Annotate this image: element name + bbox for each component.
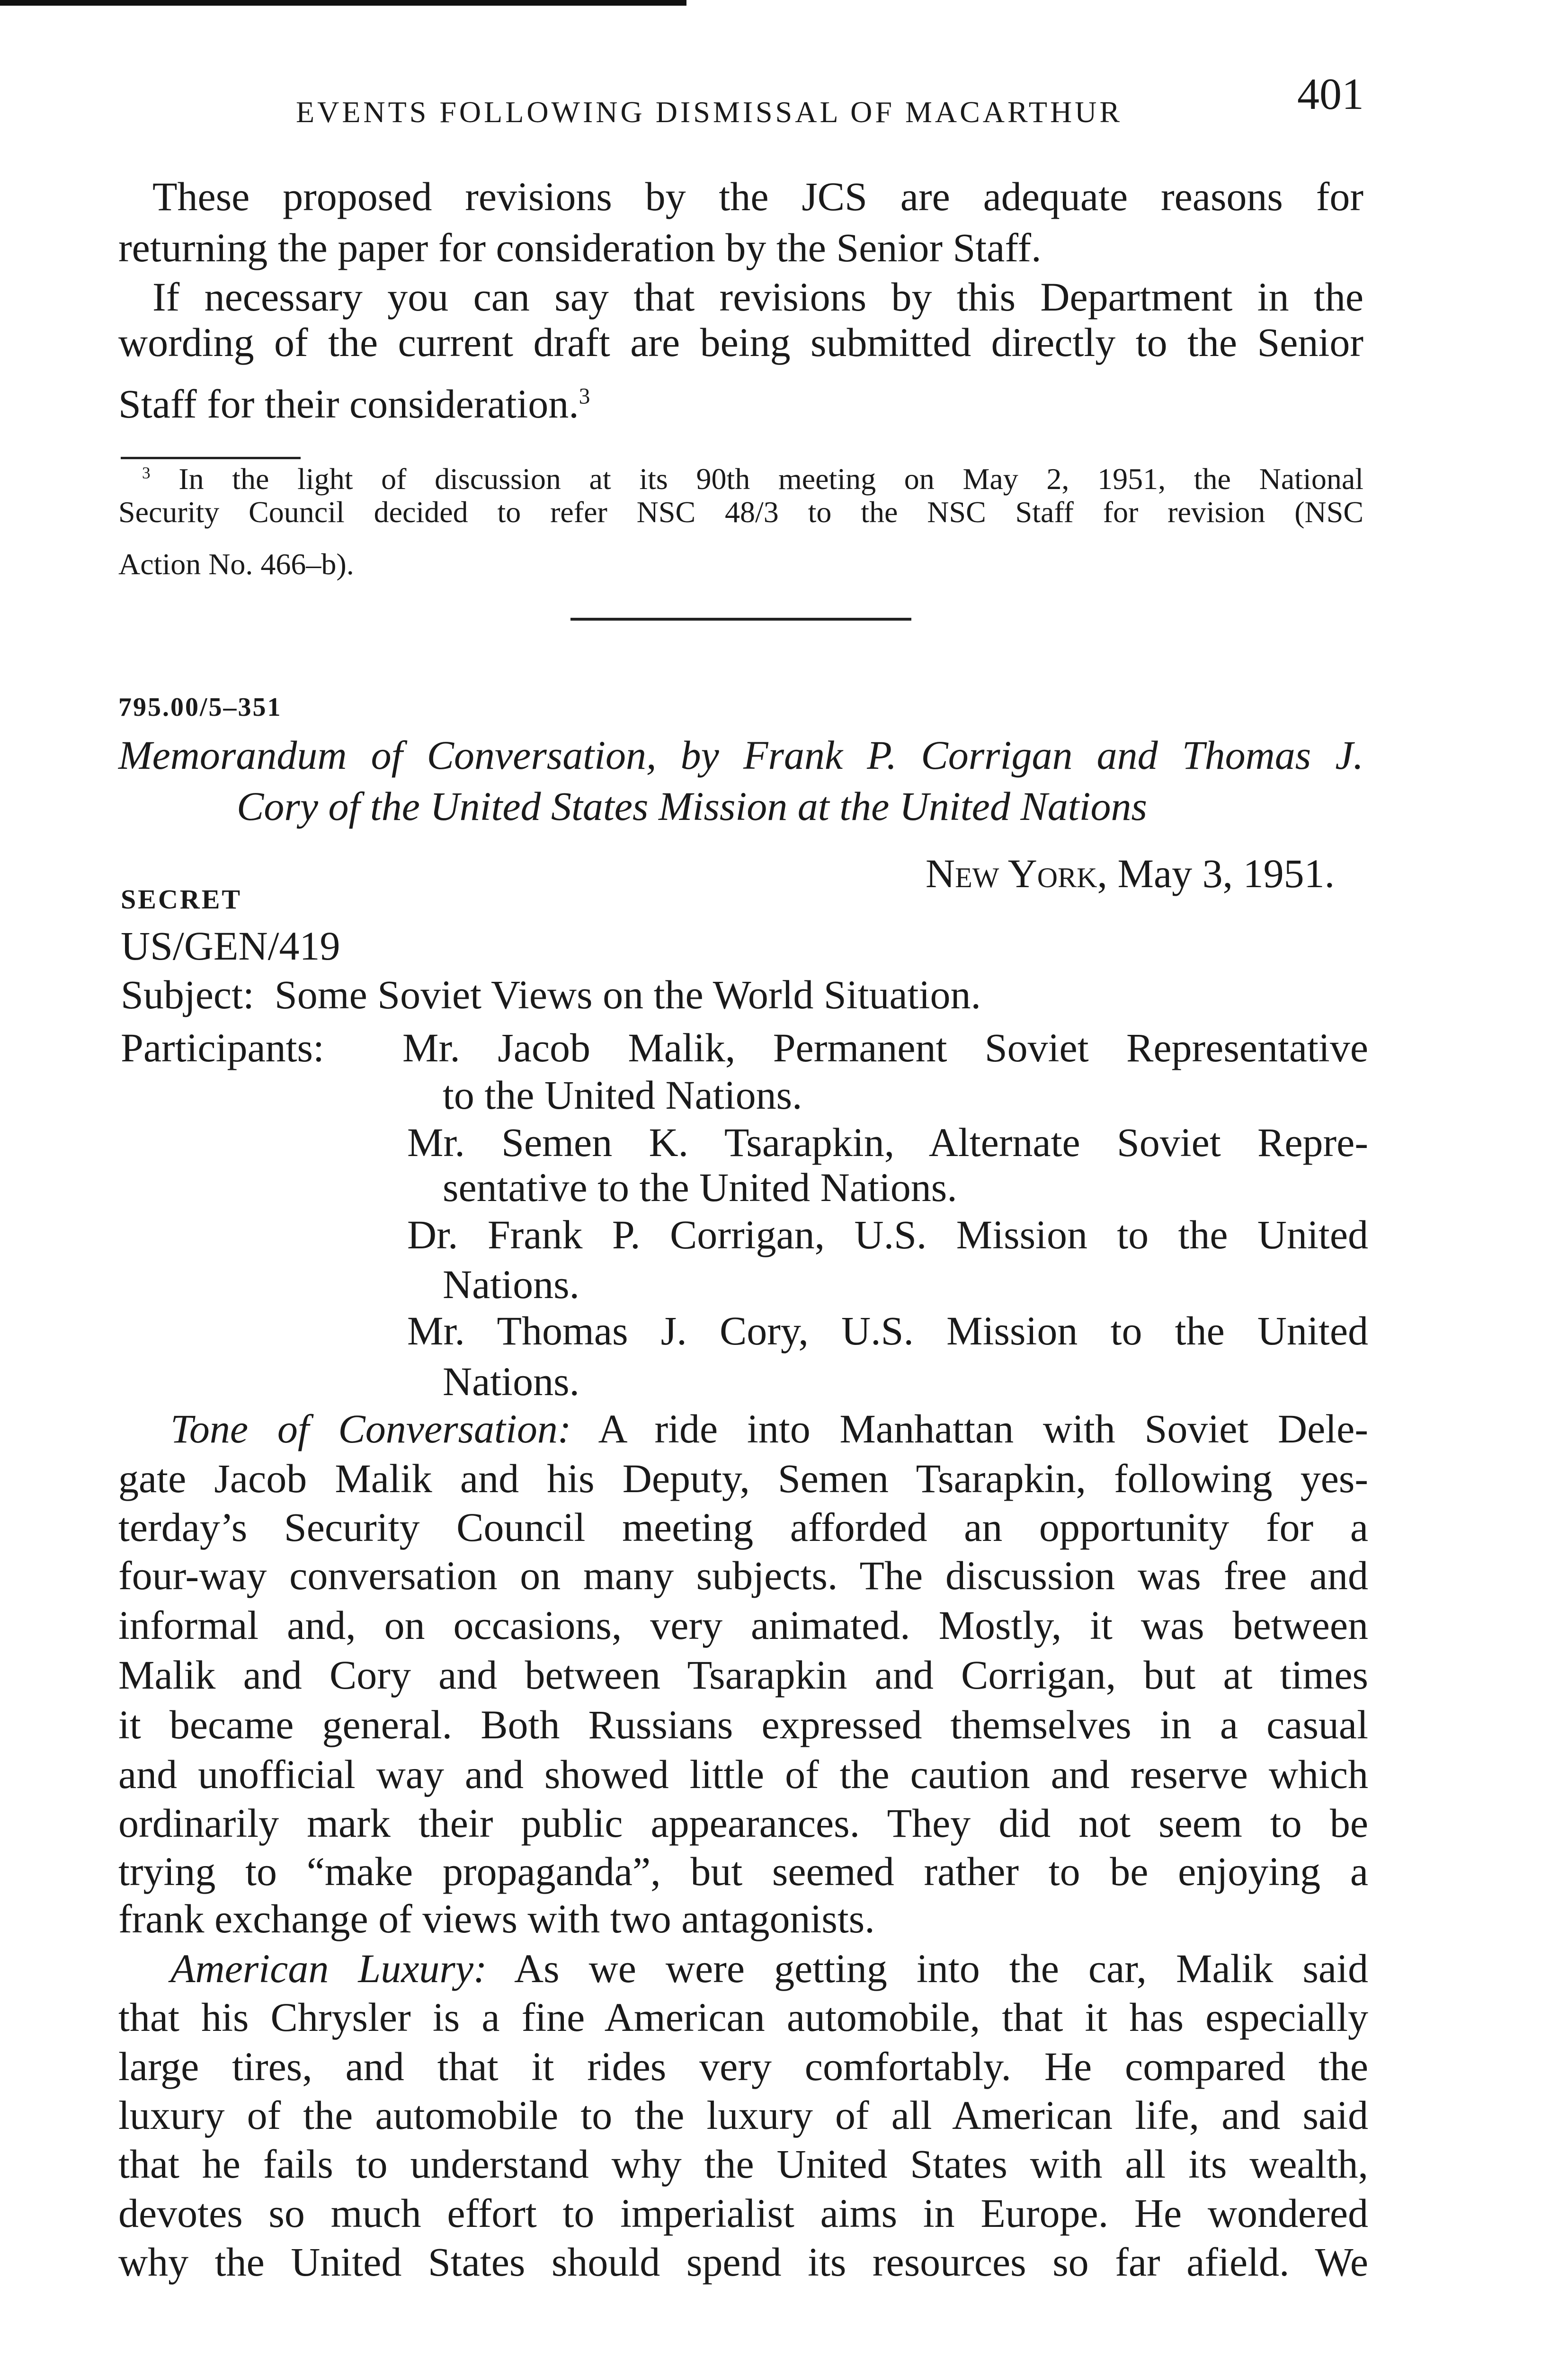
body-line: trying to “make propaganda”, but seemed rather to be enjoying a [118,1849,1368,1894]
body-line: why the United States should spend its resources so far afield. We [118,2239,1368,2285]
participant-line: Mr. Thomas J. Cory, U.S. Mission to the United [407,1308,1368,1353]
body-line: Staff for their consideration.$^3$ [118,381,590,427]
participant-line: Mr. Semen K. Tsarapkin, Alternate Soviet Repre- [407,1120,1368,1165]
dateline: New York, May 3, 1951. [926,851,1335,896]
subject-line: Subject: Some Soviet Views on the World Situation. [121,972,981,1017]
footnote-rule [121,457,301,459]
body-line: Malik and Cory and between Tsarapkin and Corrigan, but at times [118,1652,1368,1698]
body-line: four-way conversation on many subjects. The discussion was free and [118,1553,1368,1598]
body-line: Tone of Conversation: A ride into Manhattan with Soviet Dele- [170,1406,1368,1451]
participant-line: Mr. Jacob Malik, Permanent Soviet Representative [402,1025,1368,1070]
classification-marking: SECRET [121,884,242,915]
body-line: frank exchange of views with two antagonists. [118,1896,875,1941]
section-separator [570,618,911,621]
body-line: that he fails to understand why the United States with all its wealth, [118,2141,1368,2187]
participants-label: Participants: [121,1025,324,1070]
file-number: 795.00/5–351 [118,693,282,722]
participant-line: sentative to the United Nations. [443,1165,957,1210]
body-line: ordinarily mark their public appearances. They did not seem to be [118,1800,1368,1846]
reference-number: US/GEN/419 [121,923,340,969]
document-title-line: Cory of the United States Mission at the United Nations [237,783,1147,829]
body-line: returning the paper for consideration by the Senior Staff. [118,225,1042,270]
footnote-marker: 3 [142,463,151,482]
document-title-line: Memorandum of Conversation, by Frank P. Corrigan and Thomas J. [118,732,1363,778]
footnote-line: Security Council decided to refer NSC 48/3 to the NSC Staff for revision (NSC [118,495,1363,529]
participant-line: to the United Nations. [443,1072,802,1118]
footnote-reference: 3 [579,384,590,409]
participant-line: Dr. Frank P. Corrigan, U.S. Mission to the United [407,1212,1368,1257]
body-line: and unofficial way and showed little of the caution and reserve which [118,1752,1368,1797]
body-line: If necessary you can say that revisions by this Department in the [152,274,1363,320]
running-header: EVENTS FOLLOWING DISMISSAL OF MACARTHUR [296,95,1123,129]
body-line: luxury of the automobile to the luxury of all American life, and said [118,2092,1368,2138]
body-line: terday’s Security Council meeting afforded an opportunity for a [118,1504,1368,1550]
body-line: wording of the current draft are being submitted directly to the Senior [118,320,1363,365]
footnote-line: Action No. 466–b). [118,547,354,581]
footnote-line: $^3$ In the light of discussion at its 90th meeting on May 2, 1951, the National [142,462,1364,496]
body-line: informal and, on occasions, very animated. Mostly, it was between [118,1602,1368,1648]
participant-line: Nations. [443,1262,580,1307]
page-number: 401 [1297,70,1364,119]
body-line: These proposed revisions by the JCS are adequate reasons for [152,174,1363,219]
participant-line: Nations. [443,1359,580,1404]
body-line: large tires, and that it rides very comfortably. He compared the [118,2044,1368,2089]
body-line: American Luxury: As we were getting into the car, Malik said [170,1946,1368,1991]
body-line: gate Jacob Malik and his Deputy, Semen Tsarapkin, following yes- [118,1456,1368,1501]
body-line: it became general. Both Russians expressed themselves in a casual [118,1702,1368,1747]
body-line: devotes so much effort to imperialist aims in Europe. He wondered [118,2190,1368,2236]
body-line: that his Chrysler is a fine American automobile, that it has especially [118,1994,1368,2040]
